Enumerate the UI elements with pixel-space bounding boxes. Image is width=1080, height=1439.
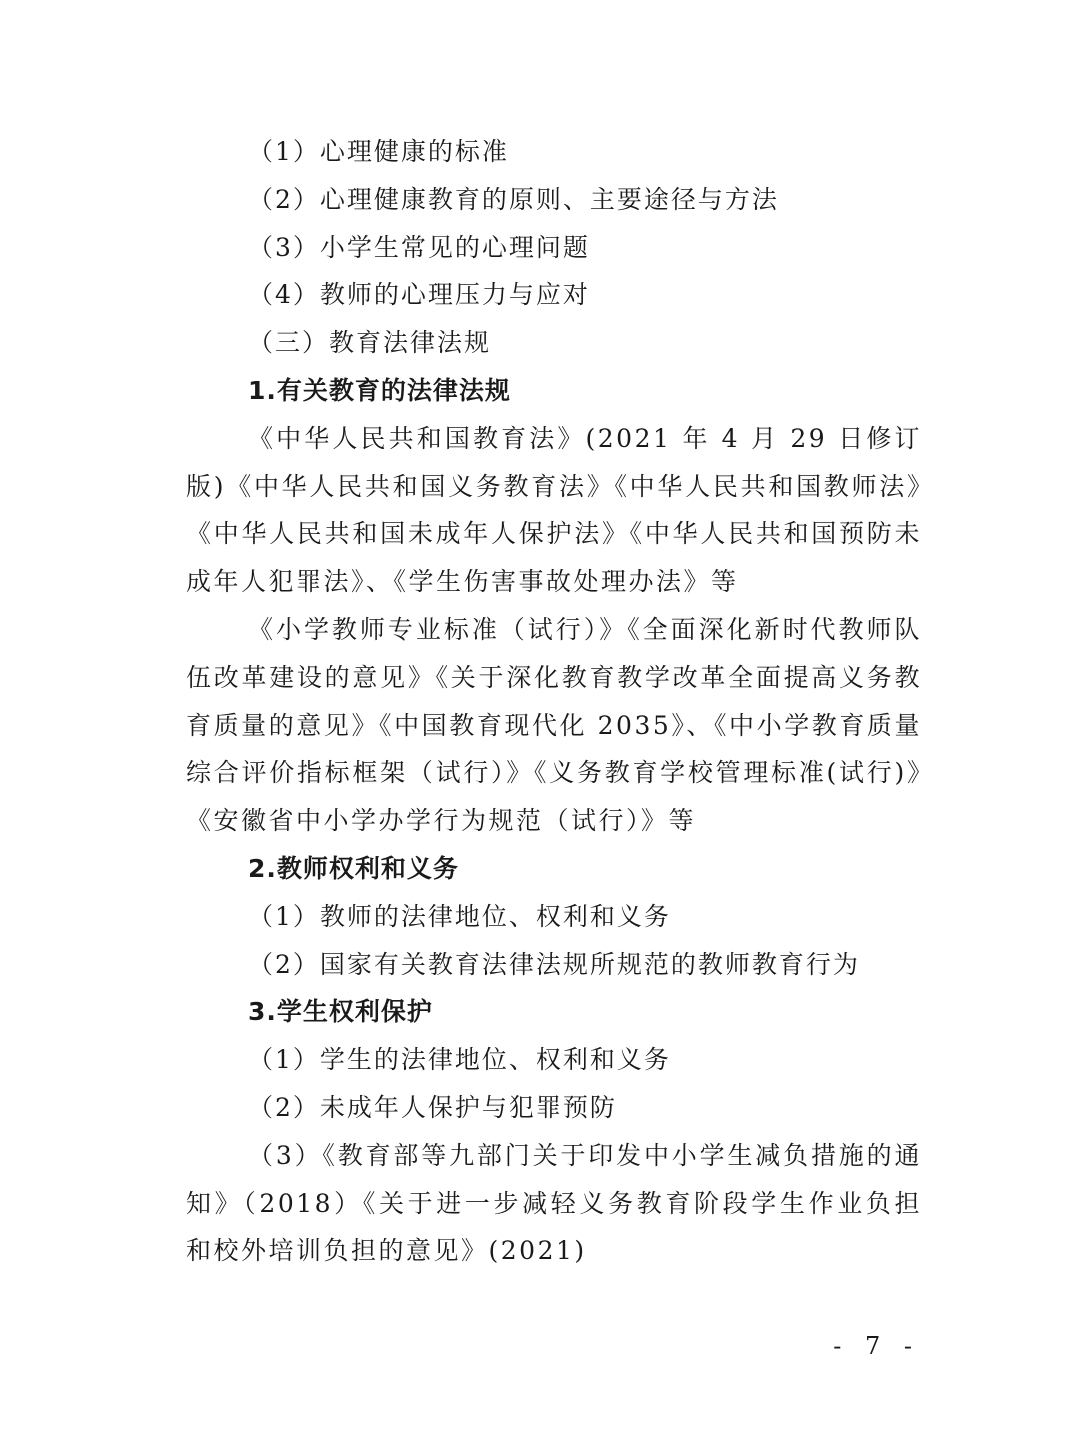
document-body [186, 128, 922, 1275]
list-item: （4）教师的心理压力与应对 [248, 280, 590, 310]
paragraph-laws: 《中华人民共和国教育法》(2021 年 4 月 29 日修订版)《中华人民共和国义务教育法》《中华人民共和国教师法》《中华人民共和国未成年人保护法》《中华人民共和国预防未成年人犯罪法》、《学生伤害事故处理办法》等 [186, 423, 922, 597]
list-item: （1）学生的法律地位、权利和义务 [248, 1045, 671, 1075]
paragraph-standards: 《小学教师专业标准（试行）》《全面深化新时代教师队伍改革建设的意见》《关于深化教育教学改革全面提高义务教育质量的意见》《中国教育现代化 2035》、《中小学教育质量综合评价指标框架（试行）》《义务教育学校管理标准(试行)》《安徽省中小学办学行为规范（试行）》等 [186, 614, 922, 836]
list-item: （2）国家有关教育法律法规所规范的教师教育行为 [248, 949, 860, 979]
section-heading-teacher-rights: 2.教师权利和义务 [248, 853, 459, 883]
subsection-heading: （三）教育法律法规 [248, 328, 492, 358]
list-item: （2）未成年人保护与犯罪预防 [248, 1092, 617, 1122]
list-item: （3）小学生常见的心理问题 [248, 232, 590, 262]
page-number: - 7 - [833, 1332, 920, 1360]
list-item: （1）心理健康的标准 [248, 137, 509, 166]
list-item: （2）心理健康教育的原则、主要途径与方法 [248, 184, 779, 214]
section-heading-student-rights: 3.学生权利保护 [248, 997, 433, 1027]
section-heading-laws: 1.有关教育的法律法规 [248, 375, 511, 405]
list-item: （1）教师的法律地位、权利和义务 [248, 901, 671, 931]
paragraph-burden-reduction: （3）《教育部等九部门关于印发中小学生减负措施的通知》（2018）《关于进一步减轻义务教育阶段学生作业负担和校外培训负担的意见》(2021) [186, 1140, 922, 1266]
